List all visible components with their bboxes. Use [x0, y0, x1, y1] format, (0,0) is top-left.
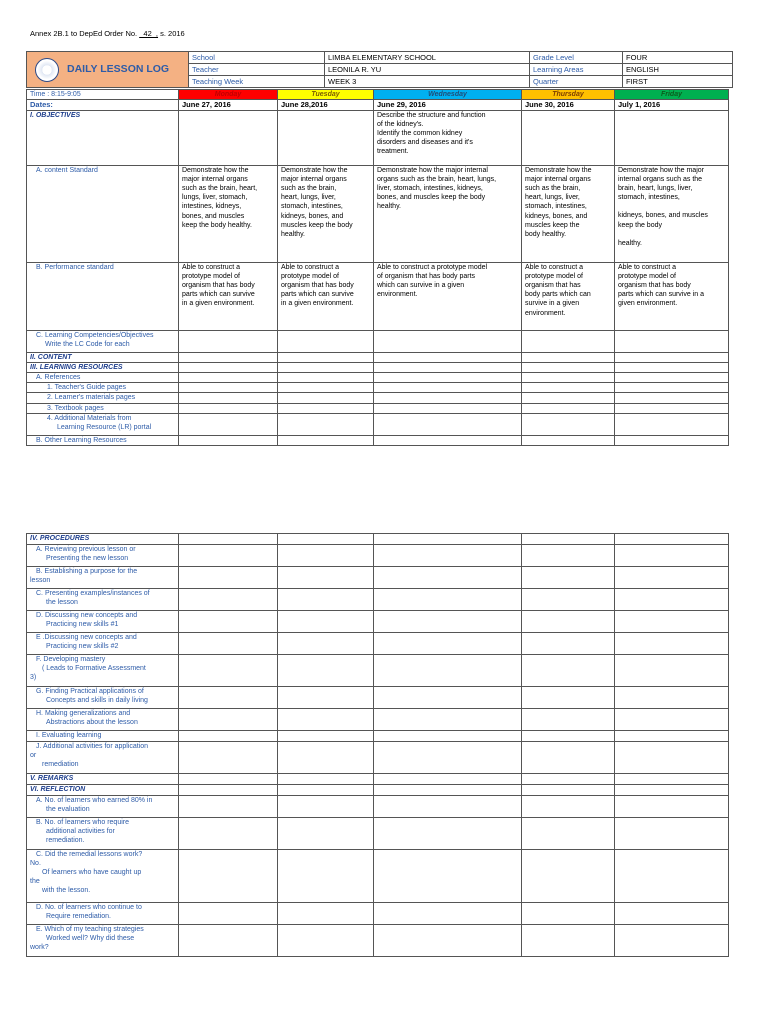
content-standard-thursday: Demonstrate how the major internal organs such as the brain, heart, lungs, liver, stomach, intestines, kidneys, bones, and muscles keep the body healthy. [522, 166, 615, 263]
objectives-wednesday: Describe the structure and function of the kidney's. Identify the common kidney disorders and diseases and it's treatment. [374, 111, 522, 166]
performance-standard-monday: Able to construct a prototype model of organism that has body parts which can survive in a given environment. [179, 263, 278, 331]
procedure-j: J. Additional activities for application or remediation [27, 742, 179, 774]
procedure-h: H. Making generalizations and Abstractions about the lesson [27, 709, 179, 731]
other-resources-label: B. Other Learning Resources [27, 435, 179, 445]
reflection-c: C. Did the remedial lessons work? No. Of learners who have caught up the with the lesson. [27, 850, 179, 903]
procedure-i: I. Evaluating learning [27, 731, 179, 742]
performance-standard-wednesday: Able to construct a prototype model of organism that has body parts which can survive in a given environment. [374, 263, 522, 331]
quarter-value: FIRST [623, 76, 733, 88]
procedure-b: B. Establishing a purpose for the lesson [27, 567, 179, 589]
reflection-e: E. Which of my teaching strategies Worked well? Why did these work? [27, 925, 179, 957]
objectives-friday [615, 111, 729, 166]
grade-level-value: FOUR [623, 52, 733, 64]
teaching-week-value: WEEK 3 [325, 76, 530, 88]
objectives-heading: I. OBJECTIVES [27, 111, 179, 166]
reflection-heading: VI. REFLECTION [27, 785, 179, 796]
learning-resources-heading: III. LEARNING RESOURCES [27, 363, 179, 373]
procedure-e: E .Discussing new concepts and Practicing new skills #2 [27, 633, 179, 655]
day-monday: Monday [179, 90, 278, 100]
annex-order-number: _42_, [139, 29, 159, 38]
textbook-label: 3. Textbook pages [27, 403, 179, 413]
day-wednesday: Wednesday [374, 90, 522, 100]
performance-standard-friday: Able to construct a prototype model of organism that has body parts which can survive in a given environment. [615, 263, 729, 331]
time-label: Time : 8:15-9:05 [27, 90, 179, 100]
header-table [26, 51, 733, 88]
date-thursday: June 30, 2016 [522, 100, 615, 111]
date-wednesday: June 29, 2016 [374, 100, 522, 111]
day-friday: Friday [615, 90, 729, 100]
day-thursday: Thursday [522, 90, 615, 100]
annex-reference [30, 29, 185, 38]
annex-prefix: Annex 2B.1 to DepEd Order No. [30, 29, 138, 38]
reflection-a: A. No. of learners who earned 80% in the evaluation [27, 796, 179, 818]
date-friday: July 1, 2016 [615, 100, 729, 111]
performance-standard-thursday: Able to construct a prototype model of organism that has body parts which can survive in a given environment. [522, 263, 615, 331]
procedure-g: G. Finding Practical applications of Concepts and skills in daily living [27, 687, 179, 709]
procedures-table [26, 533, 729, 957]
additional-materials-label: 4. Additional Materials from Learning Resource (LR) portal [27, 413, 179, 435]
teacher-label: Teacher [189, 64, 325, 76]
school-label: School [189, 52, 325, 64]
quarter-label: Quarter [530, 76, 623, 88]
content-heading: II. CONTENT [27, 353, 179, 363]
reflection-d: D. No. of learners who continue to Require remediation. [27, 903, 179, 925]
procedure-f: F. Developing mastery ( Leads to Formative Assessment 3) [27, 655, 179, 687]
learning-areas-value: ENGLISH [623, 64, 733, 76]
deped-seal-icon [35, 58, 59, 82]
remarks-heading: V. REMARKS [27, 774, 179, 785]
learners-materials-label: 2. Learner's materials pages [27, 393, 179, 403]
procedure-a: A. Reviewing previous lesson or Presenting the new lesson [27, 545, 179, 567]
reflection-b: B. No. of learners who require additional activities for remediation. [27, 818, 179, 850]
content-standard-tuesday: Demonstrate how the major internal organs such as the brain, heart, lungs, liver, stomach, intestines, kidneys, bones, and muscles keep the body healthy. [278, 166, 374, 263]
performance-standard-tuesday: Able to construct a prototype model of organism that has body parts which can survive in a given environment. [278, 263, 374, 331]
objectives-monday [179, 111, 278, 166]
content-standard-monday: Demonstrate how the major internal organs such as the brain, heart, lungs, liver, stomach, intestines, kidneys, bones, and muscles keep the body healthy. [179, 166, 278, 263]
competencies-label: C. Learning Competencies/Objectives Write the LC Code for each [27, 331, 179, 353]
teachers-guide-label: 1. Teacher's Guide pages [27, 383, 179, 393]
teacher-value: LEONILA R. YU [325, 64, 530, 76]
procedure-c: C. Presenting examples/instances of the lesson [27, 589, 179, 611]
learning-areas-label: Learning Areas [530, 64, 623, 76]
lesson-log-table [26, 89, 729, 446]
school-value: LIMBA ELEMENTARY SCHOOL [325, 52, 530, 64]
content-standard-friday: Demonstrate how the major internal organs such as the brain, heart, lungs, liver, stomach, intestines, kidneys, bones, and muscles keep the body healthy. [615, 166, 729, 263]
dates-label: Dates: [27, 100, 179, 111]
procedure-d: D. Discussing new concepts and Practicing new skills #1 [27, 611, 179, 633]
date-monday: June 27, 2016 [179, 100, 278, 111]
content-standard-label: A. content Standard [27, 166, 179, 263]
procedures-heading: IV. PROCEDURES [27, 534, 179, 545]
performance-standard-label: B. Performance standard [27, 263, 179, 331]
logo-cell [27, 52, 189, 88]
page-title: DAILY LESSON LOG [67, 63, 170, 75]
content-standard-wednesday: Demonstrate how the major internal organs such as the brain, heart, lungs, liver, stomach, intestines, kidneys, bones, and muscles keep the body healthy. [374, 166, 522, 263]
day-tuesday: Tuesday [278, 90, 374, 100]
grade-level-label: Grade Level [530, 52, 623, 64]
references-label: A. References [27, 373, 179, 383]
date-tuesday: June 28,2016 [278, 100, 374, 111]
objectives-thursday [522, 111, 615, 166]
teaching-week-label: Teaching Week [189, 76, 325, 88]
annex-suffix: s. 2016 [160, 29, 185, 38]
objectives-tuesday [278, 111, 374, 166]
